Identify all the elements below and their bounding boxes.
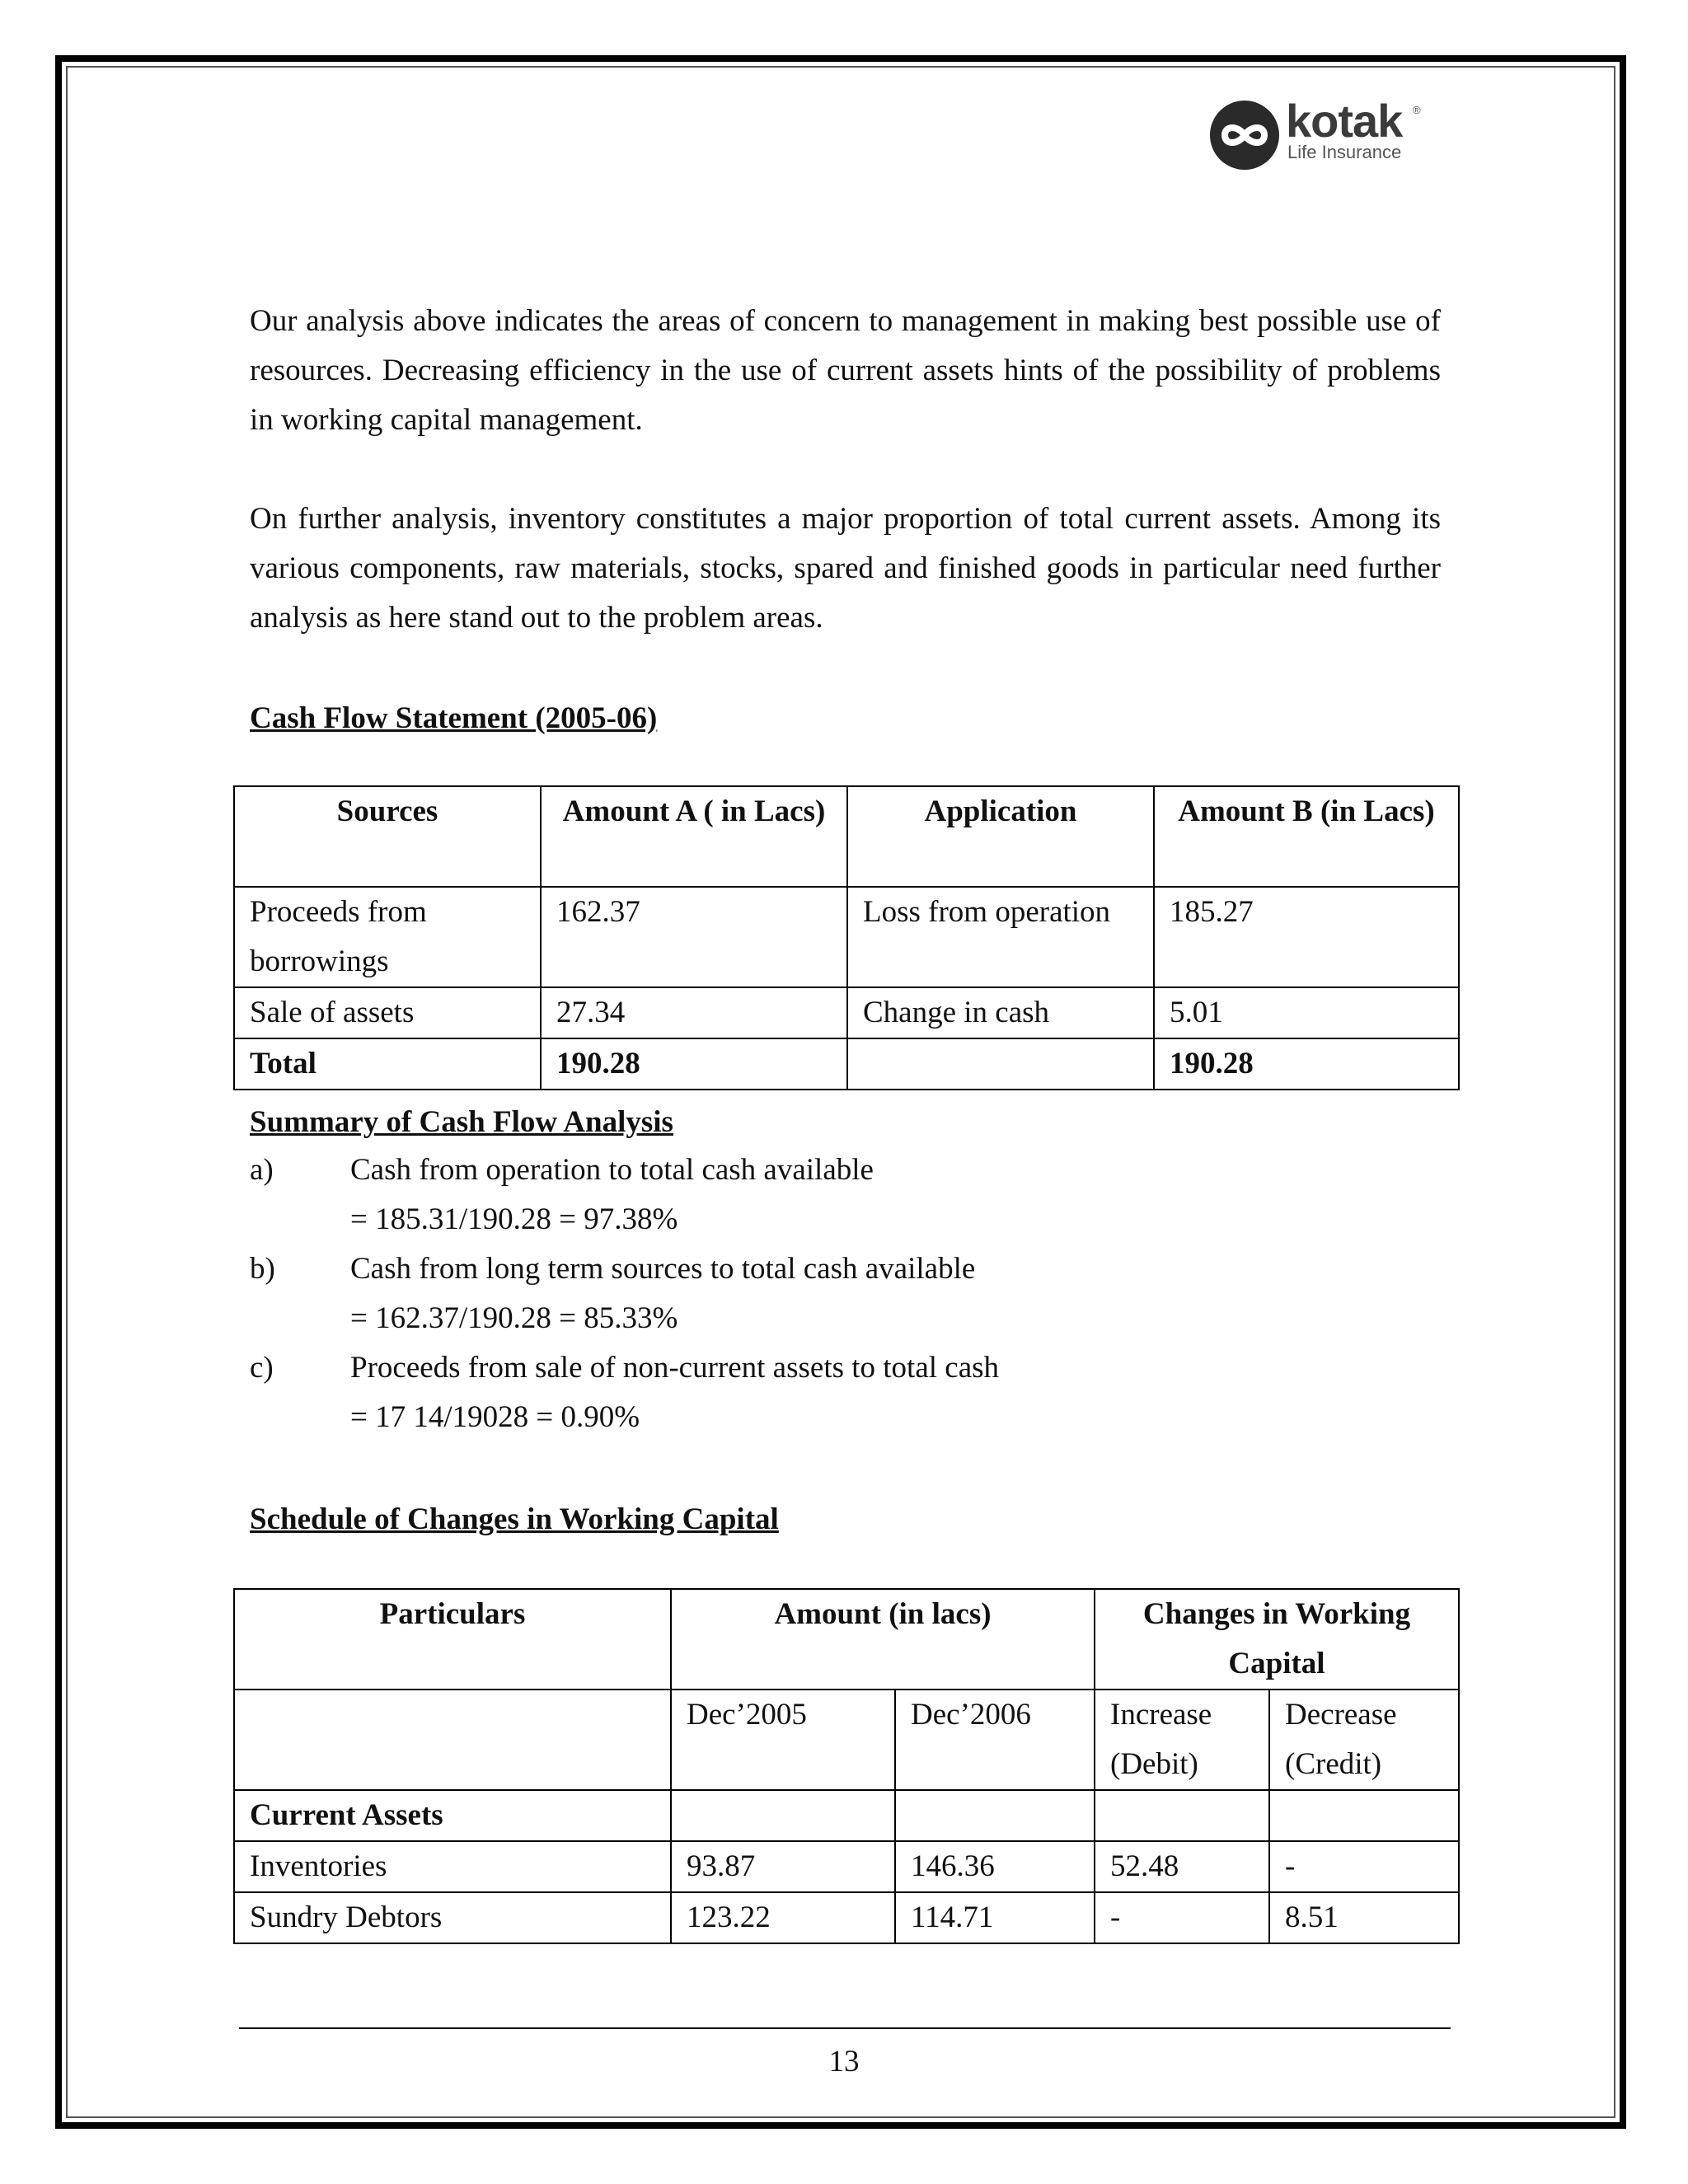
table-cell bbox=[234, 1690, 671, 1790]
item-label: c) bbox=[250, 1351, 274, 1385]
table-cell: Loss from operation bbox=[847, 887, 1154, 987]
table-row bbox=[234, 1892, 1459, 1943]
item-text: Proceeds from sale of non-current assets to total cash bbox=[350, 1351, 1000, 1385]
table-cell: 123.22 bbox=[671, 1892, 895, 1943]
table-cell bbox=[1095, 1790, 1269, 1841]
page-number: 13 bbox=[828, 2045, 860, 2079]
table-cell: - bbox=[1269, 1841, 1459, 1892]
header-amount-b: Amount B (in Lacs) bbox=[1154, 786, 1459, 887]
table-cell: 185.27 bbox=[1154, 887, 1459, 987]
item-text: Cash from long term sources to total cash available bbox=[350, 1252, 976, 1286]
table-row bbox=[234, 1841, 1459, 1892]
header-changes: Changes in Working Capital bbox=[1095, 1589, 1459, 1690]
table-cell: Proceeds from borrowings bbox=[234, 887, 541, 987]
cash-flow-table bbox=[233, 785, 1460, 1090]
table-cell: 114.71 bbox=[895, 1892, 1095, 1943]
total-row bbox=[234, 1038, 1459, 1090]
table-cell: Inventories bbox=[234, 1841, 671, 1892]
paragraph-inventory: On further analysis, inventory constitutes a major proportion of total current assets. Among its various components, raw materials, stocks, spared and finished goods in particular need further analysis as here stand out to the problem areas. bbox=[250, 502, 1441, 635]
table-cell: 5.01 bbox=[1154, 987, 1459, 1038]
table-cell: Sundry Debtors bbox=[234, 1892, 671, 1943]
wc-subheader-row bbox=[234, 1690, 1459, 1790]
item-calc: = 17 14/19028 = 0.90% bbox=[350, 1400, 640, 1434]
working-capital-heading: Schedule of Changes in Working Capital bbox=[250, 1502, 779, 1536]
total-amount-b: 190.28 bbox=[1154, 1038, 1459, 1090]
table-cell: 146.36 bbox=[895, 1841, 1095, 1892]
header-amount-a: Amount A ( in Lacs) bbox=[541, 786, 847, 887]
table-cell bbox=[1269, 1790, 1459, 1841]
table-cell: Change in cash bbox=[847, 987, 1154, 1038]
subheader-decrease: Decrease (Credit) bbox=[1269, 1690, 1459, 1790]
kotak-logo bbox=[1210, 95, 1449, 173]
cash-flow-header-row bbox=[234, 786, 1459, 887]
header-sources: Sources bbox=[234, 786, 541, 887]
subheader-increase: Increase (Debit) bbox=[1095, 1690, 1269, 1790]
table-cell: 27.34 bbox=[541, 987, 847, 1038]
item-calc: = 162.37/190.28 = 85.33% bbox=[350, 1301, 678, 1335]
subheader-dec-2006: Dec’2006 bbox=[895, 1690, 1095, 1790]
total-amount-a: 190.28 bbox=[541, 1038, 847, 1090]
wc-header-row bbox=[234, 1589, 1459, 1690]
summary-heading: Summary of Cash Flow Analysis bbox=[250, 1105, 673, 1139]
item-label: a) bbox=[250, 1153, 274, 1187]
table-cell: 8.51 bbox=[1269, 1892, 1459, 1943]
table-cell: - bbox=[1095, 1892, 1269, 1943]
logo-registered-mark: ® bbox=[1413, 104, 1421, 116]
item-label: b) bbox=[250, 1252, 275, 1286]
total-empty bbox=[847, 1038, 1154, 1090]
section-label: Current Assets bbox=[234, 1790, 671, 1841]
header-particulars: Particulars bbox=[234, 1589, 671, 1690]
logo-tagline: Life Insurance bbox=[1287, 142, 1402, 162]
table-cell: 162.37 bbox=[541, 887, 847, 987]
header-application: Application bbox=[847, 786, 1154, 887]
table-cell bbox=[895, 1790, 1095, 1841]
table-row bbox=[234, 887, 1459, 987]
table-row bbox=[234, 987, 1459, 1038]
item-text: Cash from operation to total cash available bbox=[350, 1153, 874, 1187]
table-cell: 93.87 bbox=[671, 1841, 895, 1892]
section-row bbox=[234, 1790, 1459, 1841]
total-label: Total bbox=[234, 1038, 541, 1090]
paragraph-concern: Our analysis above indicates the areas of concern to management in making best possible use of resources. Decreasing efficiency in the use of current assets hints of the possibility of problems in working capital management. bbox=[250, 304, 1441, 437]
subheader-dec-2005: Dec’2005 bbox=[671, 1690, 895, 1790]
table-cell bbox=[671, 1790, 895, 1841]
footer-divider bbox=[239, 2027, 1451, 2029]
cash-flow-heading: Cash Flow Statement (2005-06) bbox=[250, 701, 658, 735]
table-cell: Sale of assets bbox=[234, 987, 541, 1038]
logo-brand-text: kotak bbox=[1286, 95, 1403, 147]
item-calc: = 185.31/190.28 = 97.38% bbox=[350, 1202, 678, 1236]
table-cell: 52.48 bbox=[1095, 1841, 1269, 1892]
kotak-infinity-icon bbox=[1210, 101, 1279, 170]
working-capital-table bbox=[233, 1588, 1460, 1944]
header-amount: Amount (in lacs) bbox=[671, 1589, 1095, 1690]
